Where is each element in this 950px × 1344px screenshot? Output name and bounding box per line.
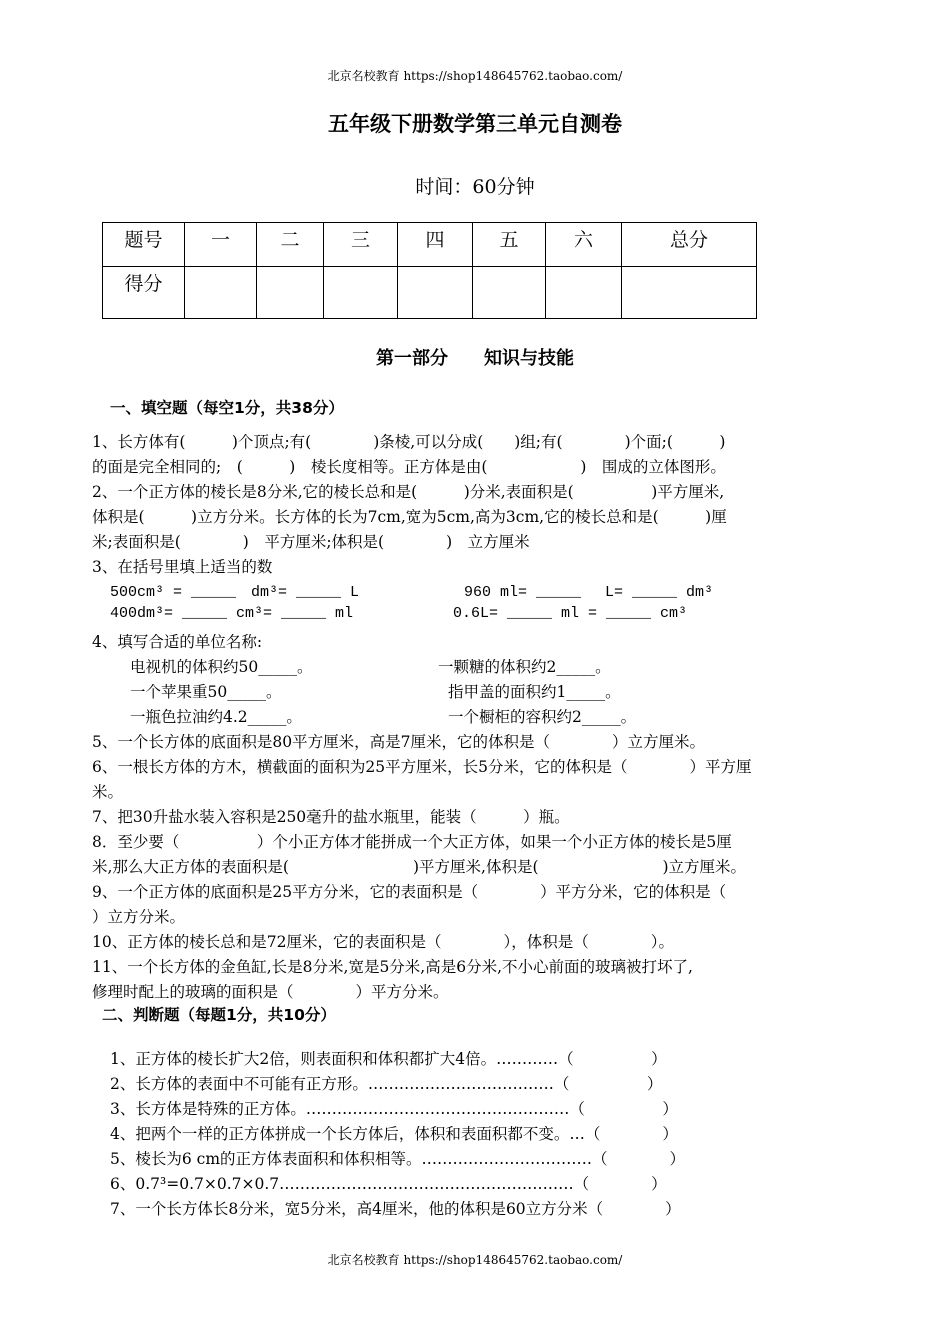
score-cell xyxy=(473,267,546,319)
q4-item: 一个苹果重50_____。 xyxy=(130,683,282,701)
score-header-cell: 二 xyxy=(257,223,324,267)
score-header-cell: 四 xyxy=(398,223,473,267)
score-cell xyxy=(257,267,324,319)
q8-line2: 米,那么大正方体的表面积是( )平方厘米,体积是( )立方厘米。 xyxy=(92,858,747,876)
score-cell xyxy=(185,267,257,319)
q10-line: 10、正方体的棱长总和是72厘米，它的表面积是（ ），体积是（ ）。 xyxy=(92,933,674,951)
score-header-cell: 一 xyxy=(185,223,257,267)
page-title: 五年级下册数学第三单元自测卷 xyxy=(328,112,622,136)
q4-item: 电视机的体积约50_____。 xyxy=(130,658,313,676)
q4-item: 一瓶色拉油约4.2_____。 xyxy=(130,708,302,726)
score-header-cell: 三 xyxy=(324,223,398,267)
score-header-cell: 五 xyxy=(473,223,546,267)
q2-line3: 米;表面积是( ) 平方厘米;体积是( ) 立方厘米 xyxy=(92,533,530,551)
score-row-label: 得分 xyxy=(103,267,185,319)
q1-line2: 的面是完全相同的; ( ) 棱长度相等。正方体是由( ) 围成的立体图形。 xyxy=(92,458,726,476)
part-heading: 第一部分 知识与技能 xyxy=(376,348,574,369)
judge-item: 1、正方体的棱长扩大2倍，则表面积和体积都扩大4倍。…………（ ） xyxy=(110,1050,667,1068)
q2-line1: 2、一个正方体的棱长是8分米,它的棱长总和是( )分米,表面积是( )平方厘米, xyxy=(92,483,725,501)
score-cell xyxy=(398,267,473,319)
section1-title: 一、填空题（每空1分，共38分） xyxy=(110,399,344,417)
judge-item: 6、0.7³=0.7×0.7×0.7…………………………………………………（ ） xyxy=(110,1175,667,1193)
judge-item: 2、长方体的表面中不可能有正方形。………………………………（ ） xyxy=(110,1075,663,1093)
score-table xyxy=(102,222,757,319)
q3-item: 500cm³ = _____ dm³= _____ L xyxy=(110,584,360,601)
section2-title: 二、判断题（每题1分，共10分） xyxy=(102,1006,336,1024)
q3-item: 0.6L= _____ ml = _____ cm³ xyxy=(453,605,688,622)
judge-item: 5、棱长为6 cm的正方体表面积和体积相等。……………………………（ ） xyxy=(110,1150,686,1168)
score-cell xyxy=(324,267,398,319)
q4-item: 一颗糖的体积约2_____。 xyxy=(438,658,611,676)
time-limit: 时间：60分钟 xyxy=(415,176,535,198)
q3-item: 400dm³= _____ cm³= _____ ml xyxy=(110,605,354,622)
q4-item: 指甲盖的面积约1_____。 xyxy=(448,683,621,701)
q9-line1: 9、一个正方体的底面积是25平方分米，它的表面积是（ ）平方分米，它的体积是（ xyxy=(92,883,727,901)
judge-item: 3、长方体是特殊的正方体。……………………………………………（ ） xyxy=(110,1100,678,1118)
q7-line: 7、把30升盐水装入容积是250毫升的盐水瓶里，能装（ ）瓶。 xyxy=(92,808,570,826)
q5-line: 5、一个长方体的底面积是80平方厘米，高是7厘米，它的体积是（ ）立方厘米。 xyxy=(92,733,705,751)
score-cell xyxy=(546,267,622,319)
score-header-cell: 六 xyxy=(546,223,622,267)
page-footer: 北京名校教育 https://shop148645762.taobao.com/ xyxy=(327,1253,623,1267)
q2-line2: 体积是( )立方分米。长方体的长为7cm,宽为5cm,高为3cm,它的棱长总和是( )厘 xyxy=(92,508,727,526)
score-cell xyxy=(622,267,757,319)
score-header-cell: 总分 xyxy=(622,223,757,267)
q1-line1: 1、长方体有( )个顶点;有( )条棱,可以分成( )组;有( )个面;( ) xyxy=(92,433,726,451)
q4-item: 一个橱柜的容积约2_____。 xyxy=(448,708,637,726)
q3-title: 3、在括号里填上适当的数 xyxy=(92,558,273,576)
q8-line1: 8．至少要（ ）个小正方体才能拼成一个大正方体，如果一个小正方体的棱长是5厘 xyxy=(92,833,732,851)
q11-line2: 修理时配上的玻璃的面积是（ ）平方分米。 xyxy=(92,983,449,1001)
judge-item: 4、把两个一样的正方体拼成一个长方体后，体积和表面积都不变。…（ ） xyxy=(110,1125,678,1143)
q3-item: 960 ml= _____ L= _____ dm³ xyxy=(464,584,714,601)
judge-item: 7、一个长方体长8分米，宽5分米，高4厘米，他的体积是60立方分米（ ） xyxy=(110,1200,681,1218)
q11-line1: 11、一个长方体的金鱼缸,长是8分米,宽是5分米,高是6分米,不小心前面的玻璃被打坏了, xyxy=(92,958,693,976)
q4-title: 4、填写合适的单位名称: xyxy=(92,633,263,651)
q9-line2: ）立方分米。 xyxy=(92,908,186,926)
q6-line2: 米。 xyxy=(92,783,124,801)
q6-line1: 6、一根长方体的方木，横截面的面积为25平方厘米，长5分米，它的体积是（ ）平方厘 xyxy=(92,758,752,776)
score-header-cell: 题号 xyxy=(103,223,185,267)
page-header: 北京名校教育 https://shop148645762.taobao.com/ xyxy=(327,69,623,83)
